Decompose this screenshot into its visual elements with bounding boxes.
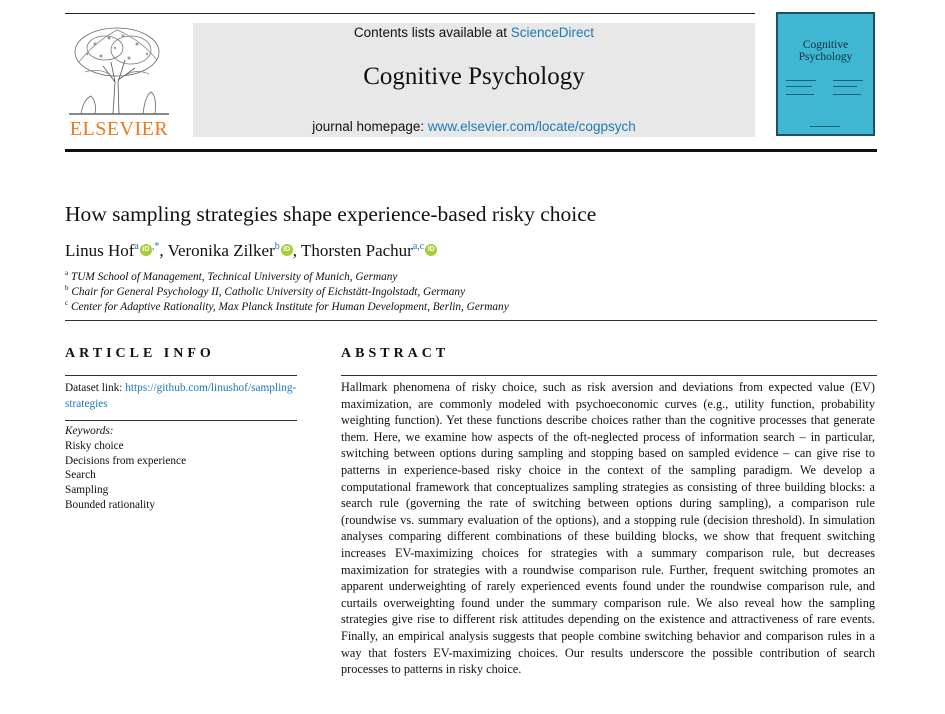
keyword-item: Sampling (65, 484, 109, 497)
elsevier-logo[interactable] (65, 22, 173, 140)
header-bottom-rule (65, 149, 877, 152)
header-top-rule (65, 13, 755, 14)
homepage-link[interactable]: www.elsevier.com/locate/cogpsych (427, 119, 636, 134)
cover-text-line (786, 94, 814, 95)
journal-banner (193, 23, 755, 137)
keywords-heading: Keywords: (65, 425, 114, 437)
keyword-item: Bounded rationality (65, 498, 156, 511)
contents-prefix: Contents lists available at (353, 25, 508, 40)
author-name[interactable]: Linus Hof (65, 241, 135, 260)
author-affiliation-mark[interactable]: b (274, 241, 280, 252)
homepage-prefix: journal homepage: (312, 119, 425, 134)
author-list: Linus Hof$^a$ iD ,*, Veronika Zilker$^b$ iD , Thorsten Pachur$^{a,c}$ iD (65, 241, 437, 261)
affiliation (65, 269, 397, 283)
abstract-text: Hallmark phenomena of risky choice, such as risk aversion and deviations from expected value (EV) maximization, are commonly modeled with psychoeconomic curves (e.g., utility function, probability weighting function). Yet these functions describe choices rather than the cognitive processes that generate them. Here, we examine how aspects of the oft-neglected process of information search – in particular, switching between options during sampling and stopping based on sampled evidence – can give rise to patterns in experience-based risky choice in the context of the sampling paradigm. We develop a computational framework that conceptualizes sampling strategies as consisting of three building blocks: a search rule (governing the rate of switching between options during sampling), a comparison rule (roundwise vs. summary evaluation of the options), and a stopping rule (decision threshold). In simulation analyses comparing different combinations of these building blocks, we show that frequent switching increases EV-maximizing choices for strategies with a summary comparison rule, but decreases maximization for strategies with a roundwise comparison rule. Further, frequent switching promotes an apparent underweighting of rarely experienced events found under the roundwise comparison rule, and curtails overweighting found under the summary comparison rule. We also reveal how the sampling strategies give rise to different risk attitudes depending on the existence and attractiveness of rare events. Finally, an empirical analysis suggests that people combine switching behavior and comparison rules in a way that fosters EV-maximizing choices. Our results underscore the possible contribution of search processes to patterns in risky choice. (341, 380, 875, 677)
orcid-icon[interactable]: iD (281, 244, 293, 256)
affiliation-text: TUM School of Management, Technical University of Munich, Germany (70, 270, 398, 283)
affiliation (65, 299, 509, 313)
dataset-label: Dataset link: (65, 382, 123, 394)
affiliation-label: c (65, 299, 69, 307)
author-affiliation-mark[interactable]: a,c (412, 241, 425, 252)
cover-text-line (786, 80, 816, 81)
affiliation-label: a (65, 269, 69, 277)
journal-title: Cognitive Psychology (363, 63, 585, 90)
abstract-rule (341, 375, 877, 376)
orcid-icon[interactable]: iD (425, 244, 437, 256)
cover-title: Cognitive Psychology (798, 39, 853, 63)
keyword-item: Decisions from experience (65, 454, 187, 467)
cover-text-line (833, 94, 861, 95)
elsevier-tree-icon (65, 22, 173, 118)
dataset-link[interactable]: https://github.com/linushof/sampling-strategies (65, 382, 297, 410)
section-divider (65, 320, 877, 321)
cover-text-line (833, 86, 857, 87)
contents-line (193, 25, 755, 40)
affiliation-text: Chair for General Psychology II, Catholic University of Eichstätt-Ingolstadt, Germany (71, 285, 466, 298)
abstract-heading: ABSTRACT (341, 346, 450, 361)
cover-text-line (810, 126, 840, 127)
article-title: How sampling strategies shape experience-based risky choice (65, 202, 597, 226)
orcid-icon[interactable]: iD (140, 244, 152, 256)
keyword-item: Search (65, 469, 96, 482)
homepage-line (193, 119, 755, 134)
author-name[interactable]: Thorsten Pachur (300, 241, 413, 260)
corresponding-author-mark[interactable]: ,* (151, 241, 160, 252)
keyword-item: Risky choice (65, 439, 124, 452)
keywords-block (65, 424, 297, 513)
journal-cover[interactable] (776, 12, 875, 136)
article-info-heading: ARTICLE INFO (65, 346, 215, 361)
dataset-link-block (65, 380, 297, 412)
cover-text-line (786, 86, 812, 87)
sciencedirect-link[interactable]: ScienceDirect (510, 25, 595, 40)
author-affiliation-mark[interactable]: a (134, 241, 139, 252)
article-info-rule (65, 375, 297, 376)
affiliation (65, 284, 465, 298)
affiliation-text: Center for Adaptive Rationality, Max Planck Institute for Human Development, Berlin, Germany (70, 300, 509, 313)
elsevier-wordmark: ELSEVIER (69, 118, 169, 140)
affiliation-label: b (65, 284, 69, 292)
cover-text-line (833, 80, 863, 81)
article-info-rule (65, 420, 297, 421)
author-name[interactable]: Veronika Zilker (167, 241, 275, 260)
